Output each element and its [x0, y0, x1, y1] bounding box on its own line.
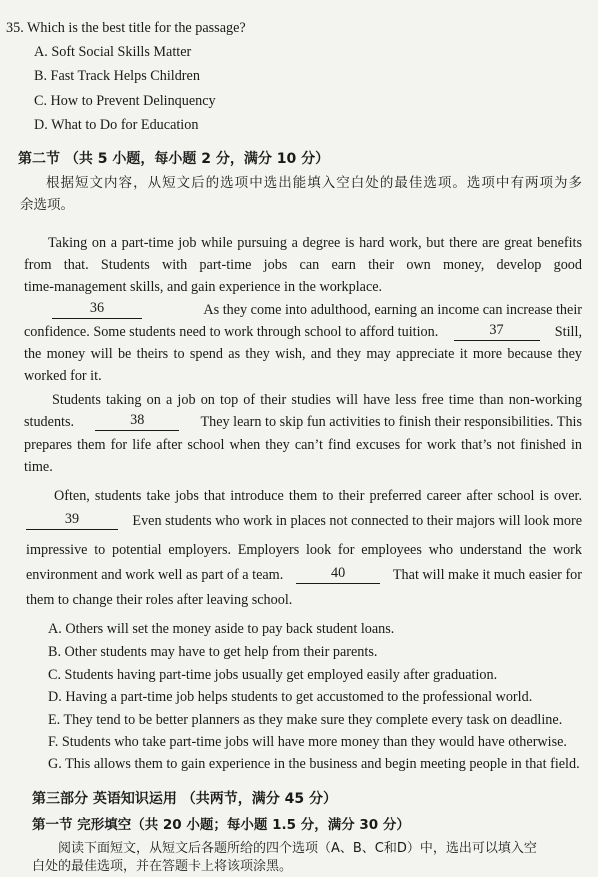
blank-40: 40	[296, 566, 380, 584]
passage-p4-line2	[26, 512, 582, 530]
q35-stem: 35. Which is the best title for the passage?	[6, 20, 246, 36]
passage-p4-line4-text: environment and work well as part of a team.	[26, 567, 284, 583]
passage-p4-line2-text: Even students who work in places not connected to their majors will look more	[132, 513, 582, 529]
passage-p2-line4: worked for it.	[24, 368, 102, 384]
choice-f: F. Students who take part-time jobs will have more money than they would have otherwise.	[48, 734, 567, 750]
q35-option-c: C. How to Prevent Delinquency	[34, 93, 216, 109]
passage-p2-line3: the money will be theirs to spend as they wish, and they may appreciate it more because they	[24, 346, 582, 362]
passage-p4-line5: them to change their roles after leaving school.	[26, 592, 293, 608]
section2-instruction-line2: 余选项。	[20, 197, 74, 213]
passage-p3-line2	[24, 413, 582, 431]
passage-p3-line2-after: They learn to skip fun activities to finish their responsibilities. This	[200, 414, 582, 430]
blank-36: 36	[52, 301, 142, 319]
choice-e: E. They tend to be better planners as they make sure they complete every task on deadline.	[48, 712, 563, 728]
passage-p2-line1	[52, 301, 582, 319]
choice-c: C. Students having part-time jobs usually get employed easily after graduation.	[48, 667, 498, 683]
part3-instruction-line2: 白处的最佳选项，并在答题卡上将该项涂黑。	[32, 859, 293, 874]
section2-heading: 第二节 （共 5 小题，每小题 2 分，满分 10 分）	[18, 151, 330, 167]
passage-p3-line4: time.	[24, 459, 53, 475]
choice-g: G. This allows them to gain experience in the business and begin meeting people in that field.	[48, 756, 580, 772]
q35-option-b: B. Fast Track Helps Children	[34, 68, 200, 84]
passage-p4-line4-after: That will make it much easier for	[392, 567, 582, 583]
section2-instruction-line1: 根据短文内容，从短文后的选项中选出能填入空白处的最佳选项。选项中有两项为多	[46, 175, 582, 191]
passage-p1-line3: time-management skills, and gain experience in the workplace.	[24, 279, 383, 295]
q35-option-d: D. What to Do for Education	[34, 117, 199, 133]
choice-d: D. Having a part-time job helps students to get accustomed to the professional world.	[48, 689, 533, 705]
passage-p1-line1: Taking on a part-time job while pursuing a degree is hard work, but there are great benefits	[48, 235, 582, 251]
part3-instruction-line1: 阅读下面短文，从短文后各题所给的四个选项（A、B、C和D）中，选出可以填入空	[58, 841, 537, 856]
passage-p3-line2-text: students.	[24, 414, 75, 430]
blank-39: 39	[26, 512, 118, 530]
choice-b: B. Other students may have to get help from their parents.	[48, 644, 378, 660]
passage-p3-line3: prepares them for life after school when they can’t find excuses for work that’s not finished in	[24, 437, 582, 453]
q35-option-a: A. Soft Social Skills Matter	[34, 44, 192, 60]
passage-p2-line2-after: Still,	[554, 324, 582, 340]
part3-subheading: 第一节 完形填空（共 20 小题；每小题 1.5 分，满分 30 分）	[32, 817, 410, 833]
passage-p4-line3: impressive to potential employers. Employers look for employees who understand the work	[26, 542, 582, 558]
passage-p2-line1-text: As they come into adulthood, earning an income can increase their	[203, 302, 582, 318]
passage-p1-line2: from that. Students with part-time jobs can earn their own money, develop good	[24, 257, 582, 273]
choice-a: A. Others will set the money aside to pay back student loans.	[48, 621, 395, 637]
passage-p2-line2	[24, 323, 582, 341]
part3-heading: 第三部分 英语知识运用 （共两节，满分 45 分）	[32, 791, 337, 807]
passage-p2-line2-text: confidence. Some students need to work through school to afford tuition.	[24, 324, 439, 340]
passage-p4-line1: Often, students take jobs that introduce them to their preferred career after school is over.	[54, 488, 582, 504]
passage-p4-line4	[26, 566, 582, 584]
blank-38: 38	[95, 413, 179, 431]
blank-37: 37	[454, 323, 540, 341]
passage-p3-line1: Students taking on a job on top of their studies will have less free time than non-working	[52, 392, 582, 408]
